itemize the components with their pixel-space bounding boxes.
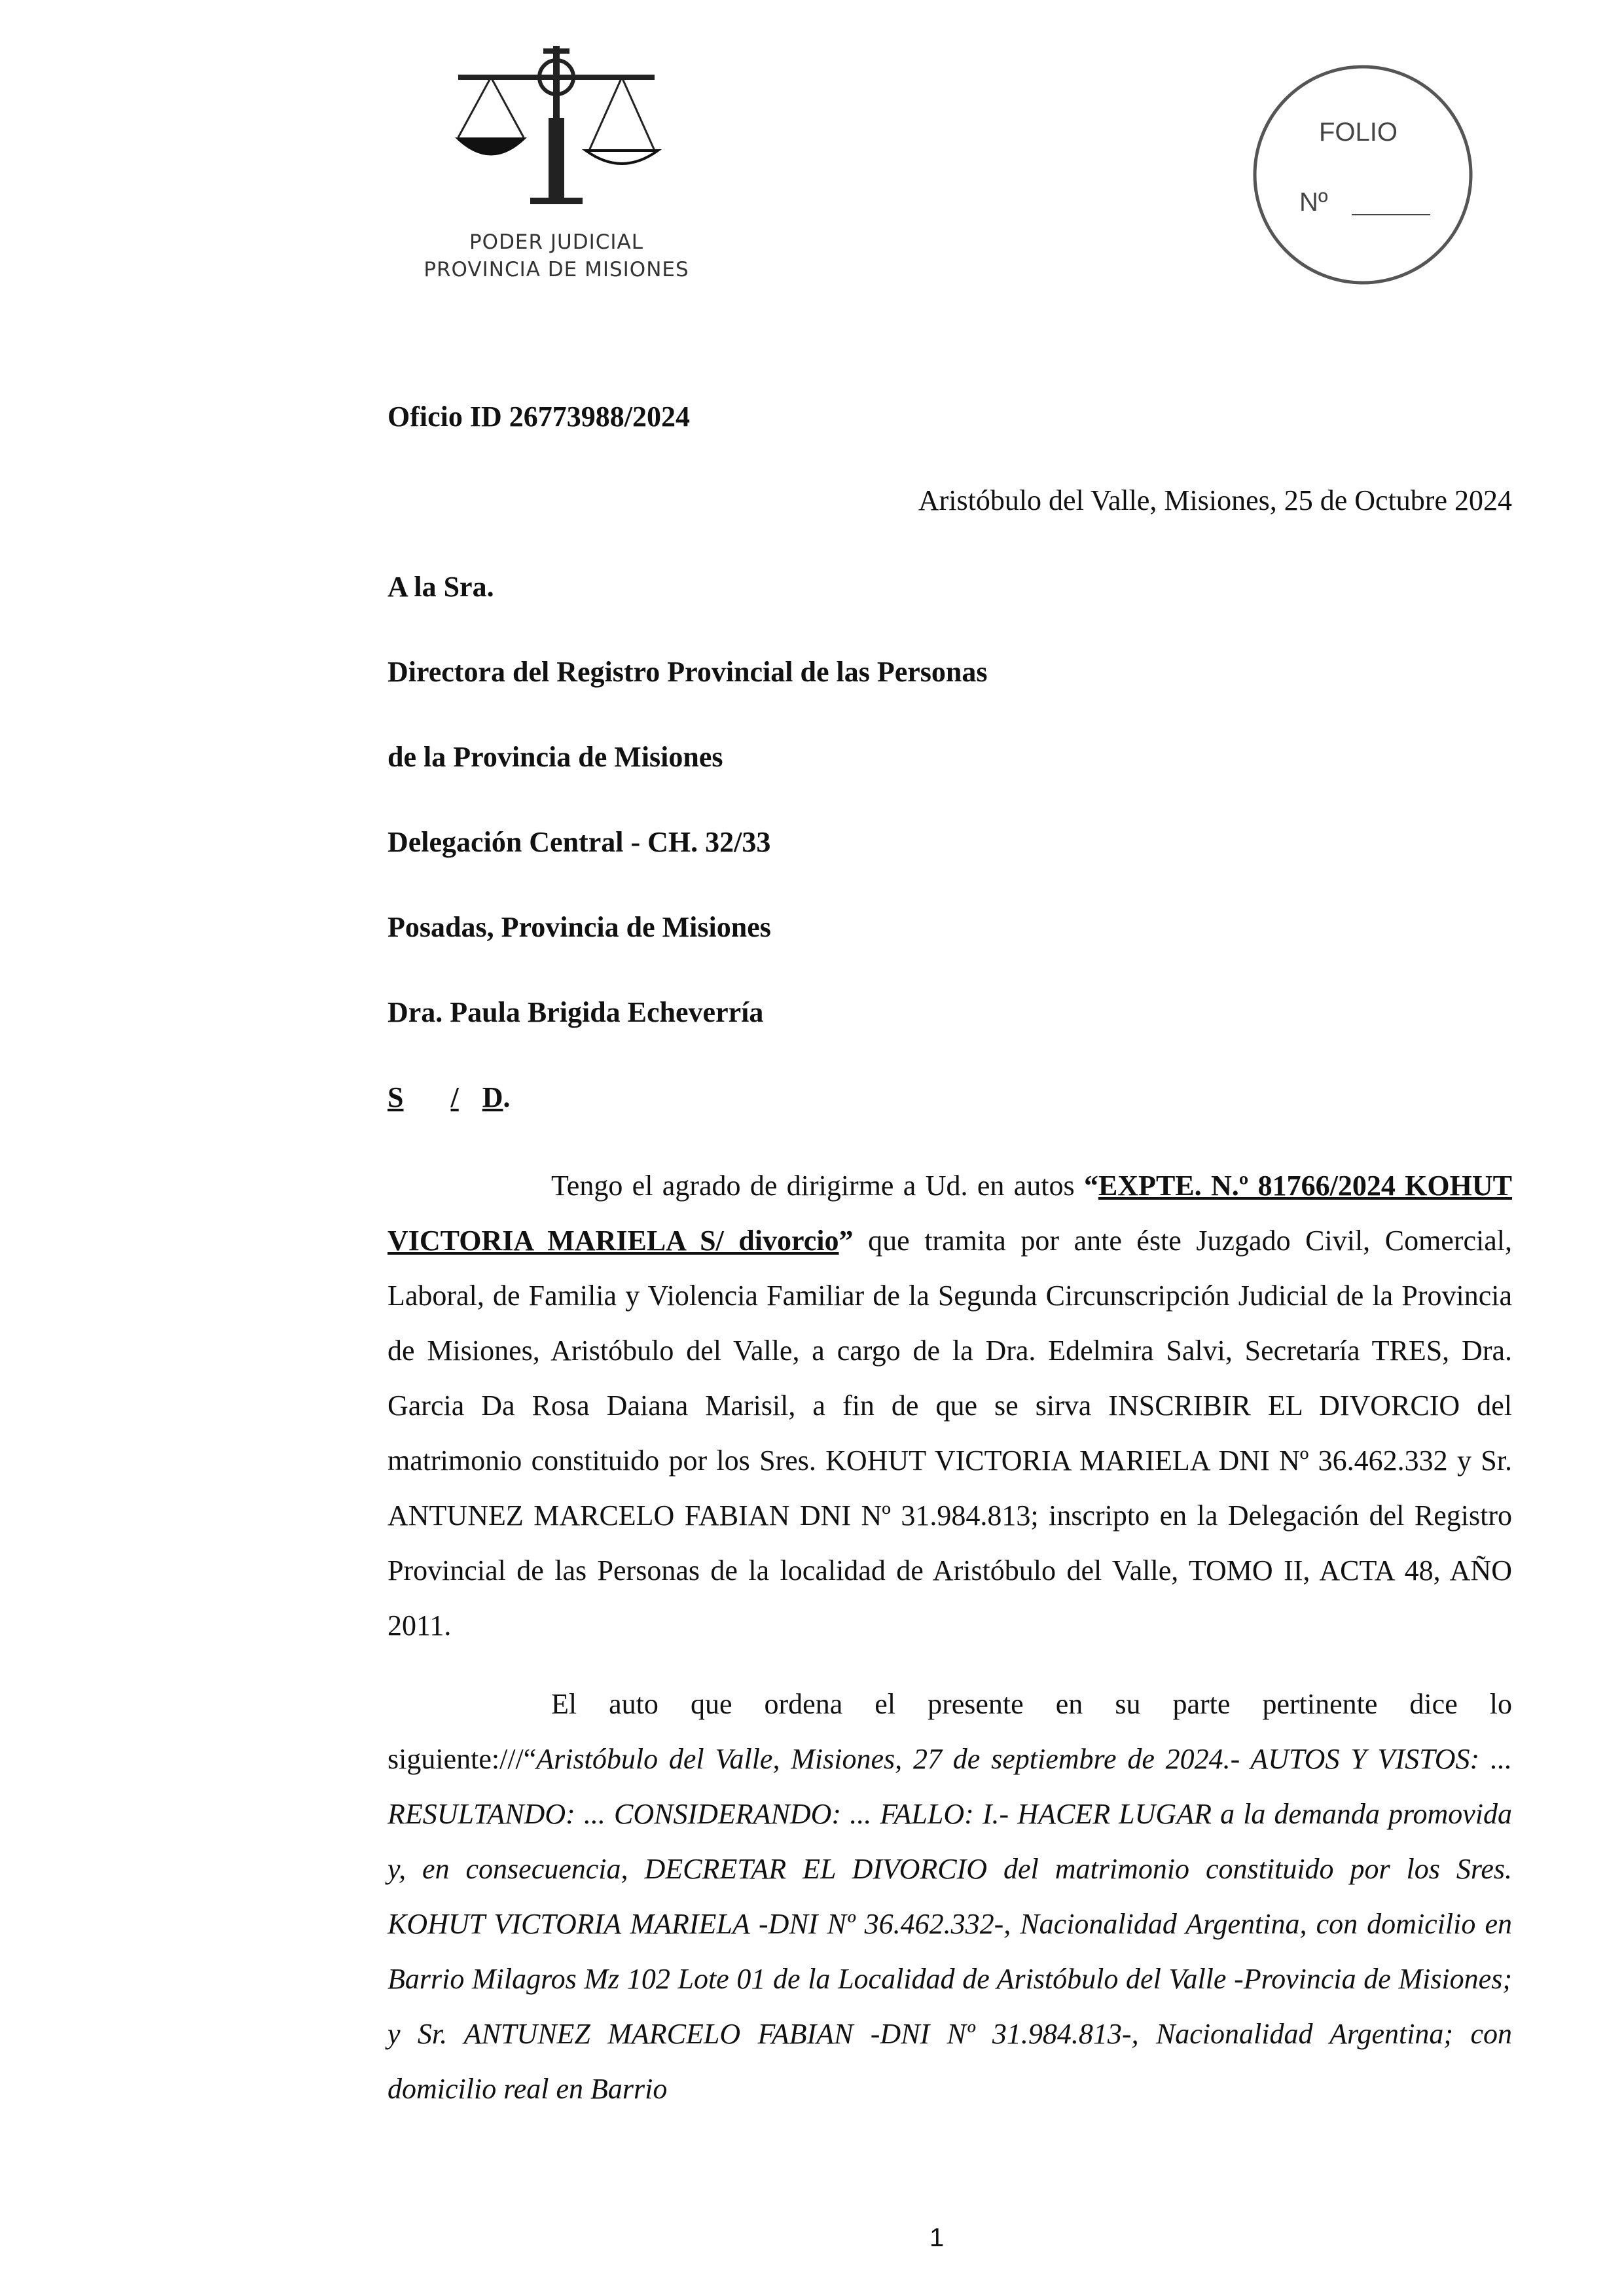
scales-of-justice-icon — [445, 39, 668, 209]
addressee-line: A la Sra. — [388, 571, 494, 603]
sd-underlined — [388, 1081, 503, 1113]
addressee-line: Delegación Central - CH. 32/33 — [388, 826, 771, 858]
logo-line-1: PODER JUDICIAL — [469, 230, 644, 254]
sd-d: D — [482, 1081, 503, 1113]
court-logo — [419, 39, 694, 288]
folio-circle-icon — [1250, 62, 1476, 288]
folio-number-label: Nº — [1299, 188, 1328, 217]
oficio-id: Oficio ID 26773988/2024 — [388, 401, 690, 433]
body-paragraph-1 — [388, 1158, 1512, 1653]
addressee-line: de la Provincia de Misiones — [388, 741, 723, 773]
case-close-quote: ” — [839, 1225, 854, 1257]
logo-line-2: PROVINCIA DE MISIONES — [424, 258, 689, 281]
folio-number-blank — [1352, 214, 1430, 215]
sd-s: S — [388, 1081, 404, 1113]
addressee-line: Dra. Paula Brigida Echeverría — [388, 996, 764, 1028]
sd-dot: . — [503, 1081, 511, 1113]
case-open-quote: “ — [1083, 1170, 1098, 1202]
page-number: 1 — [929, 2223, 945, 2252]
place-date: Aristóbulo del Valle, Misiones, 25 de Octubre 2024 — [918, 484, 1512, 516]
folio-label: FOLIO — [1319, 118, 1398, 147]
court-ruling-quote: Aristóbulo del Valle, Misiones, 27 de septiembre de 2024.- AUTOS Y VISTOS: ... RESULTANDO: ... CONSIDERANDO: ... FALLO: I.- HACER LUGAR a la demanda promovida y, en consecuencia, DECRETAR EL DIVORCIO del matrimonio constituido por los Sres. KOHUT VICTORIA MARIELA -DNI Nº 36.462.332-, Nacionalidad Argentina, con domicilio en Barrio Milagros Mz 102 Lote 01 de la Localidad de Aristóbulo del Valle -Provincia de Misiones; y Sr. ANTUNEZ MARCELO FABIAN -DNI Nº 31.984.813-, Nacionalidad Argentina; con domicilio real en Barrio — [388, 1743, 1512, 2105]
addressee-line: Directora del Registro Provincial de las Personas — [388, 656, 988, 688]
salutation-sd — [388, 1080, 511, 1115]
body-paragraph-2 — [388, 1677, 1512, 2117]
addressee-line: Posadas, Provincia de Misiones — [388, 911, 771, 943]
case-title: EXPTE. N.º 81766/2024 KOHUT VICTORIA MARIELA S/ divorcio — [388, 1170, 1513, 1257]
sd-slash: / — [450, 1081, 459, 1113]
paragraph-1-rest: que tramita por ante éste Juzgado Civil, Comercial, Laboral, de Familia y Violencia Familiar de la Segunda Circunscripción Judicial de la Provincia de Misiones, Aristóbulo del Valle, a cargo de la Dra. Edelmira Salvi, Secretaría TRES, Dra. Garcia Da Rosa Daiana Marisil, a fin de que se sirva INSCRIBIR EL DIVORCIO del matrimonio constituido por los Sres. KOHUT VICTORIA MARIELA DNI Nº 36.462.332 y Sr. ANTUNEZ MARCELO FABIAN DNI Nº 31.984.813; inscripto en la Delegación del Registro Provincial de las Personas de la localidad de Aristóbulo del Valle, TOMO II, ACTA 48, AÑO 2011. — [388, 1225, 1512, 1641]
paragraph-2-lead: El auto que ordena el presente en su parte pertinente dice lo siguiente:///“ — [388, 1688, 1512, 1775]
paragraph-1-lead: Tengo el agrado de dirigirme a Ud. en autos — [551, 1170, 1084, 1202]
folio-stamp — [1250, 62, 1476, 288]
